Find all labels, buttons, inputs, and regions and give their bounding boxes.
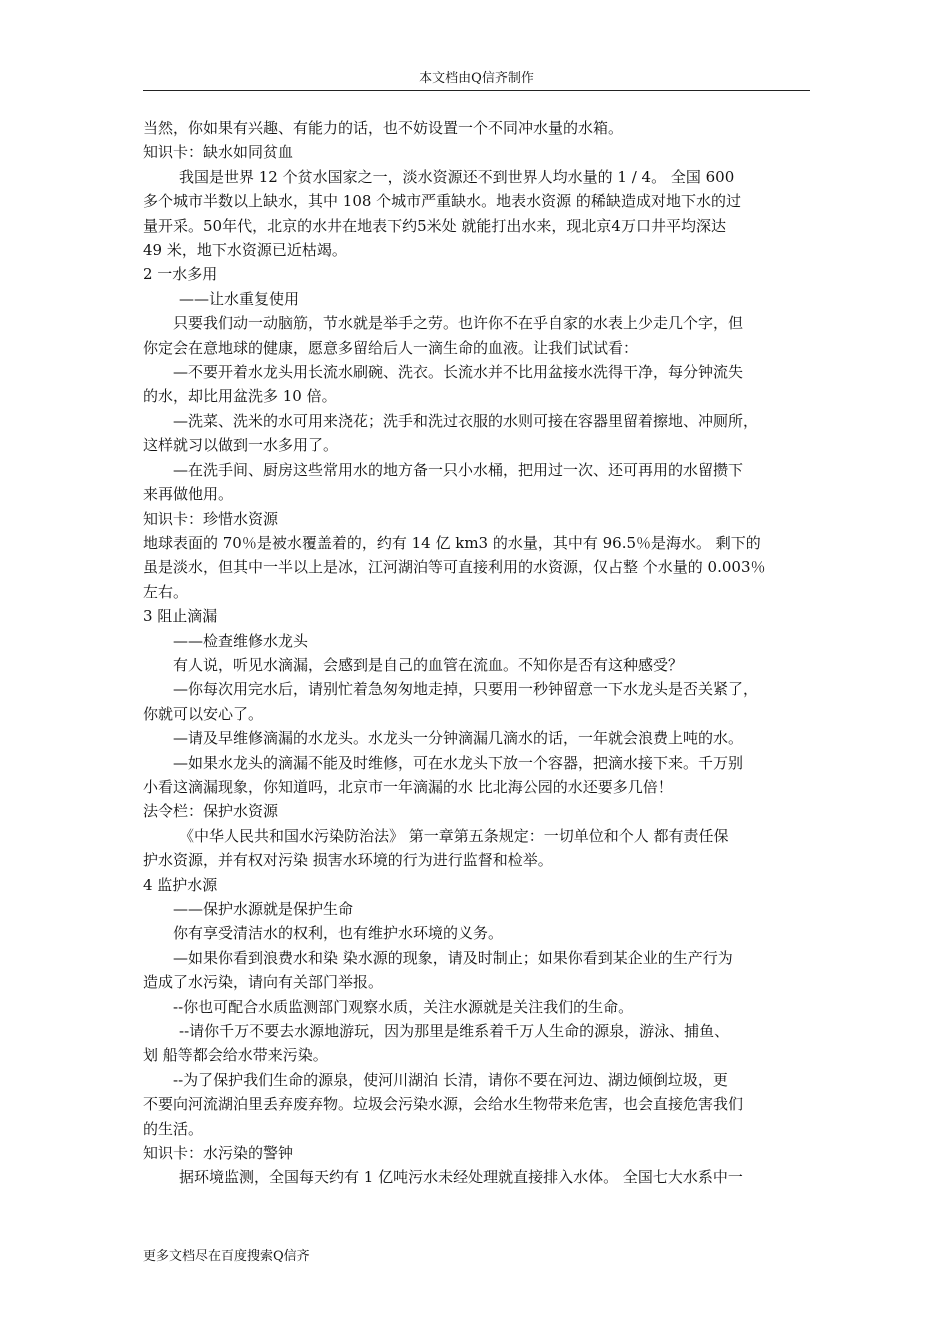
paragraph-line: 只要我们动一动脑筋，节水就是举手之劳。也许你不在乎自家的水表上少走几个字，但 <box>173 314 744 333</box>
section-heading: 4 监护水源 <box>143 875 218 894</box>
paragraph-line: 当然，你如果有兴趣、有能力的话，也不妨设置一个不同冲水量的水箱。 <box>143 119 624 137</box>
page-footer: 更多文档尽在百度搜索Q信齐 <box>143 1249 310 1264</box>
paragraph-line: 来再做他用。 <box>143 485 234 504</box>
paragraph-line: 小看这滴漏现象，你知道吗，北京市一年滴漏的水 比北海公园的水还要多几倍！ <box>143 777 673 796</box>
paragraph-line: 造成了水污染，请向有关部门举报。 <box>143 973 384 992</box>
paragraph-line: 你有享受清洁水的权利，也有维护水环境的义务。 <box>173 924 504 943</box>
paragraph-line: 你定会在意地球的健康，愿意多留给后人一滴生命的血液。让我们试试看： <box>143 338 639 357</box>
paragraph-line: 左右。 <box>143 582 189 601</box>
section-heading: 知识卡：水污染的警钟 <box>143 1144 294 1163</box>
document-body <box>143 116 810 1190</box>
paragraph-line: 这样就习以做到一水多用了。 <box>143 436 339 455</box>
paragraph-line: 护水资源，并有权对污染 损害水环境的行为进行监督和检举。 <box>143 851 553 870</box>
paragraph-line: 划 船等都会给水带来污染。 <box>143 1046 328 1065</box>
paragraph-line: —在洗手间、厨房这些常用水的地方备一只小水桶，把用过一次、还可再用的水留攒下 <box>173 460 744 479</box>
section-subtitle: ——保护水源就是保护生命 <box>173 900 354 918</box>
paragraph-line: —请及早维修滴漏的水龙头。水龙头一分钟滴漏几滴水的话，一年就会浪费上吨的水。 <box>173 729 744 748</box>
section-heading: 知识卡：珍惜水资源 <box>143 509 279 528</box>
paragraph-line: —你每次用完水后，请别忙着急匆匆地走掉，只要用一秒钟留意一下水龙头是否关紧了， <box>173 680 759 699</box>
paragraph-line: --你也可配合水质监测部门观察水质，关注水源就是关注我们的生命。 <box>173 997 634 1016</box>
section-subtitle: ——让水重复使用 <box>179 289 300 308</box>
paragraph-line: —不要开着水龙头用长流水刷碗、洗衣。长流水并不比用盆接水洗得干净，每分钟流失 <box>173 363 744 382</box>
paragraph-line: —如果水龙头的滴漏不能及时维修，可在水龙头下放一个容器，把滴水接下来。千万别 <box>173 753 744 772</box>
paragraph-line: 你就可以安心了。 <box>143 704 264 723</box>
section-heading: 知识卡：缺水如同贫血 <box>143 143 294 162</box>
paragraph-line: 多个城市半数以上缺水，其中 108 个城市严重缺水。地表水资源 的稀缺造成对地下水的过 <box>143 192 741 211</box>
paragraph-line: 据环境监测，全国每天约有 1 亿吨污水未经处理就直接排入水体。 全国七大水系中一 <box>179 1168 743 1187</box>
paragraph-line: 的水，却比用盆洗多 10 倍。 <box>143 387 337 406</box>
header-divider <box>143 90 810 91</box>
section-heading: 3 阻止滴漏 <box>143 607 218 626</box>
section-heading: 法令栏：保护水资源 <box>143 802 279 821</box>
section-subtitle: ——检查维修水龙头 <box>173 631 309 650</box>
paragraph-line: 《中华人民共和国水污染防治法》 第一章第五条规定：一切单位和个人 都有责任保 <box>179 826 729 845</box>
paragraph-line: --请你千万不要去水源地游玩，因为那里是维系着千万人生命的源泉，游泳、捕鱼、 <box>179 1022 730 1041</box>
paragraph-line: —洗菜、洗米的水可用来浇花；洗手和洗过衣服的水则可接在容器里留着擦地、冲厕所， <box>173 411 759 430</box>
page-header: 本文档由Q信齐制作 <box>419 71 534 86</box>
paragraph-line: 49 米，地下水资源已近枯竭。 <box>143 241 347 260</box>
section-heading: 2 一水多用 <box>143 265 218 284</box>
paragraph-line: 的生活。 <box>143 1119 204 1138</box>
paragraph-line: 有人说，听见水滴漏，会感到是自己的血管在流血。不知你是否有这种感受？ <box>173 655 684 674</box>
paragraph-line: --为了保护我们生命的源泉，使河川湖泊 长清，请你不要在河边、湖边倾倒垃圾，更 <box>173 1070 728 1089</box>
paragraph-line: 地球表面的 70％是被水覆盖着的，约有 14 亿 km3 的水量，其中有 96.5％是海水。 剩下的 <box>143 533 761 552</box>
paragraph-line: 量开采。50年代，北京的水井在地表下约5米处 就能打出水来，现北京4万口井平均深达 <box>143 216 726 235</box>
paragraph-line: 不要向河流湖泊里丢弃废弃物。垃圾会污染水源，会给水生物带来危害，也会直接危害我们 <box>143 1095 744 1114</box>
paragraph-line: —如果你看到浪费水和染 染水源的现象，请及时制止；如果你看到某企业的生产行为 <box>173 948 733 967</box>
paragraph-line: 虽是淡水，但其中一半以上是冰，江河湖泊等可直接利用的水资源，仅占整 个水量的 0.003％ <box>143 558 766 577</box>
paragraph-line: 我国是世界 12 个贫水国家之一，淡水资源还不到世界人均水量的 1 / 4。 全国 600 <box>179 167 735 186</box>
